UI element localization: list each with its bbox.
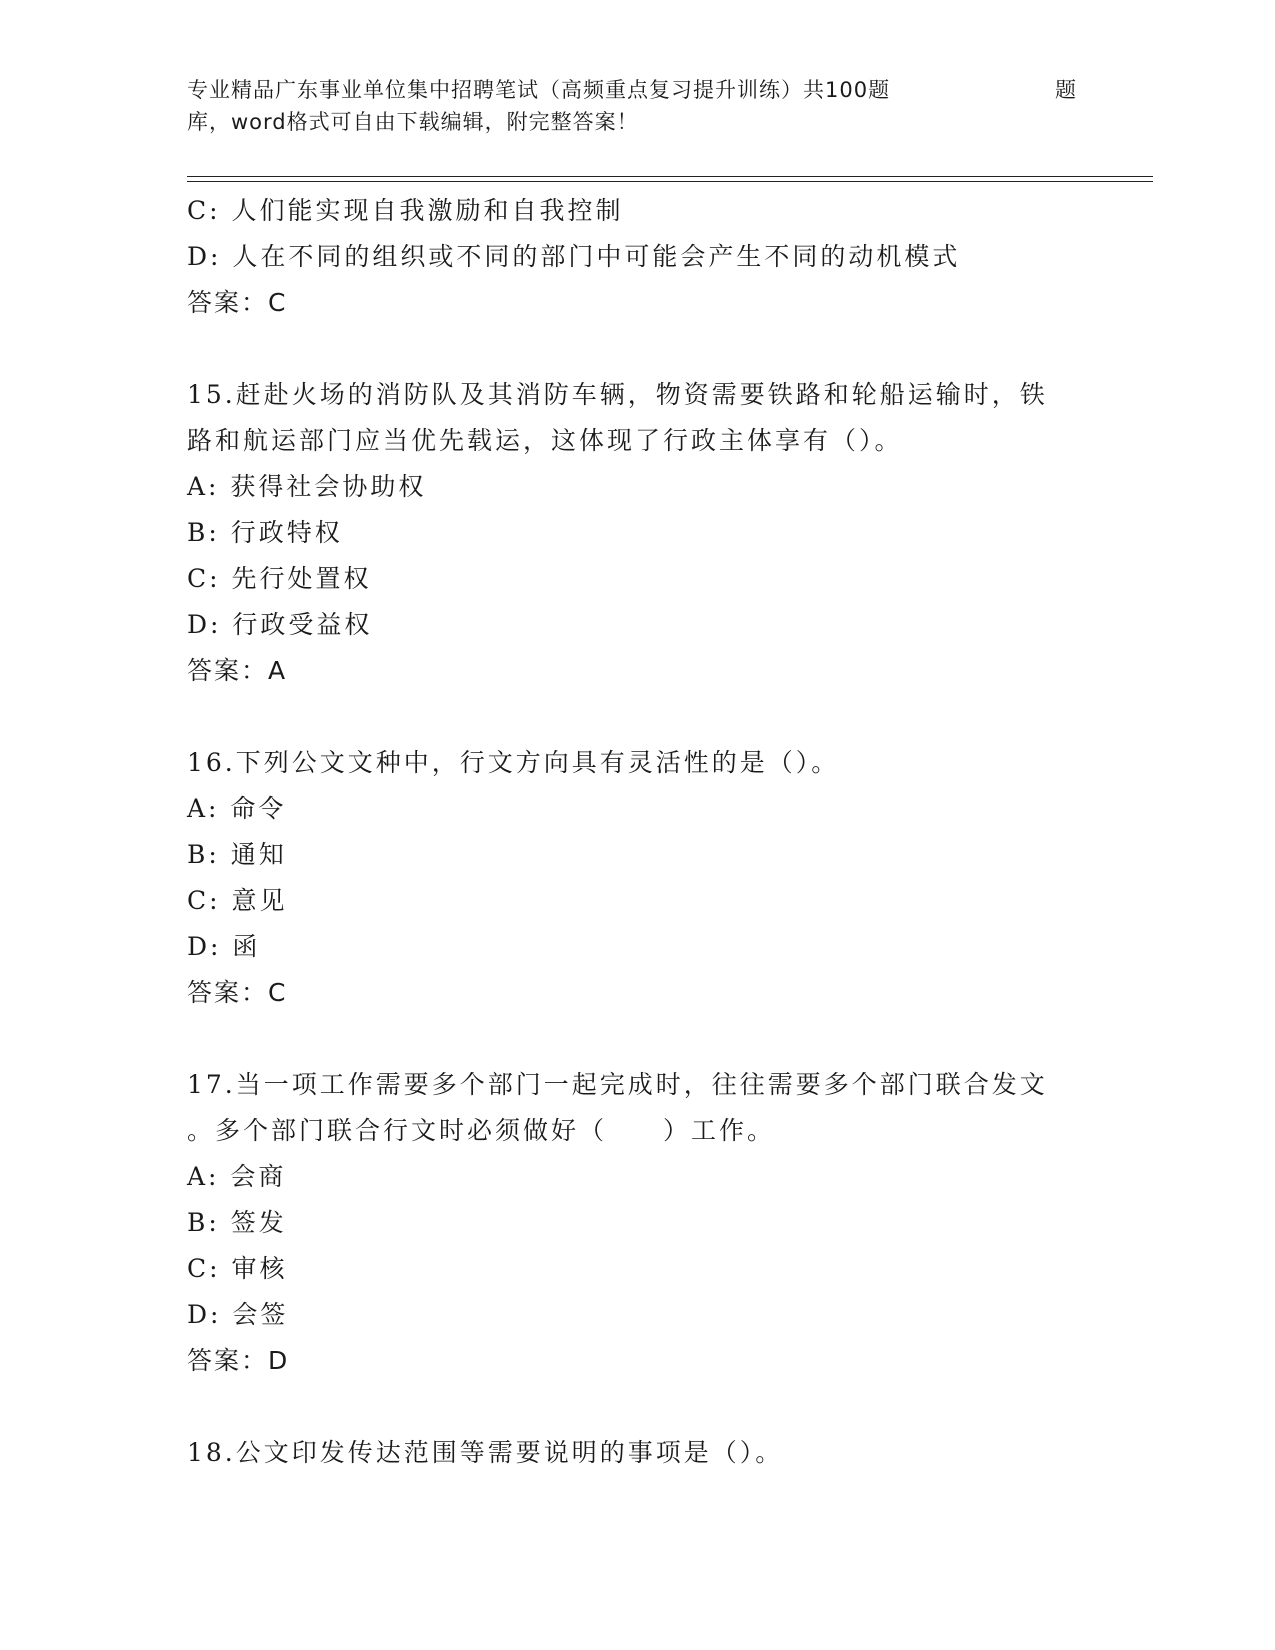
option-b: B: 通知 [187, 840, 287, 869]
question-16 [187, 740, 1087, 1016]
header-title-text: 专业精品广东事业单位集中招聘笔试（高频重点复习提升训练）共100题 [187, 78, 891, 102]
header-line-2: 库，word格式可自由下载编辑，附完整答案！ [187, 110, 639, 134]
spacer [187, 326, 1087, 372]
option-a: A: 会商 [187, 1162, 287, 1191]
question-stem: 。多个部门联合行文时必须做好（ ）工作。 [187, 1116, 776, 1145]
answer-line: 答案：D [187, 1346, 290, 1375]
option-d: D: 会签 [187, 1300, 289, 1329]
spacer [187, 1016, 1087, 1062]
spacer [187, 694, 1087, 740]
header-line-1 [187, 74, 1087, 106]
answer-line: 答案：C [187, 978, 288, 1007]
question-stem: 18.公文印发传达范围等需要说明的事项是（）。 [187, 1438, 784, 1467]
option-d: D: 人在不同的组织或不同的部门中可能会产生不同的动机模式 [187, 242, 961, 271]
question-18 [187, 1430, 1087, 1476]
header-divider-top [187, 176, 1153, 177]
answer-line: 答案：A [187, 656, 288, 685]
option-b: B: 行政特权 [187, 518, 343, 547]
question-17 [187, 1062, 1087, 1384]
option-d: D: 行政受益权 [187, 610, 373, 639]
option-a: A: 获得社会协助权 [187, 472, 427, 501]
header-divider-bottom [187, 181, 1153, 182]
spacer [187, 1384, 1087, 1430]
option-c: C: 意见 [187, 886, 288, 915]
answer-line: 答案：C [187, 288, 288, 317]
option-b: B: 签发 [187, 1208, 287, 1237]
option-a: A: 命令 [187, 794, 287, 823]
question-stem: 路和航运部门应当优先载运，这体现了行政主体享有（）。 [187, 426, 903, 455]
question-stem: 16.下列公文文种中，行文方向具有灵活性的是（）。 [187, 748, 840, 777]
option-c: C: 先行处置权 [187, 564, 372, 593]
question-content [187, 188, 1087, 1476]
question-stem: 17.当一项工作需要多个部门一起完成时，往往需要多个部门联合发文 [187, 1070, 1048, 1099]
header-title-trail: 题 [1055, 78, 1077, 102]
question-15 [187, 372, 1087, 694]
option-d: D: 函 [187, 932, 261, 961]
option-c: C: 审核 [187, 1254, 288, 1283]
page-header [187, 74, 1087, 138]
question-stem: 15.赶赴火场的消防队及其消防车辆，物资需要铁路和轮船运输时，铁 [187, 380, 1048, 409]
option-c: C: 人们能实现自我激励和自我控制 [187, 196, 624, 225]
